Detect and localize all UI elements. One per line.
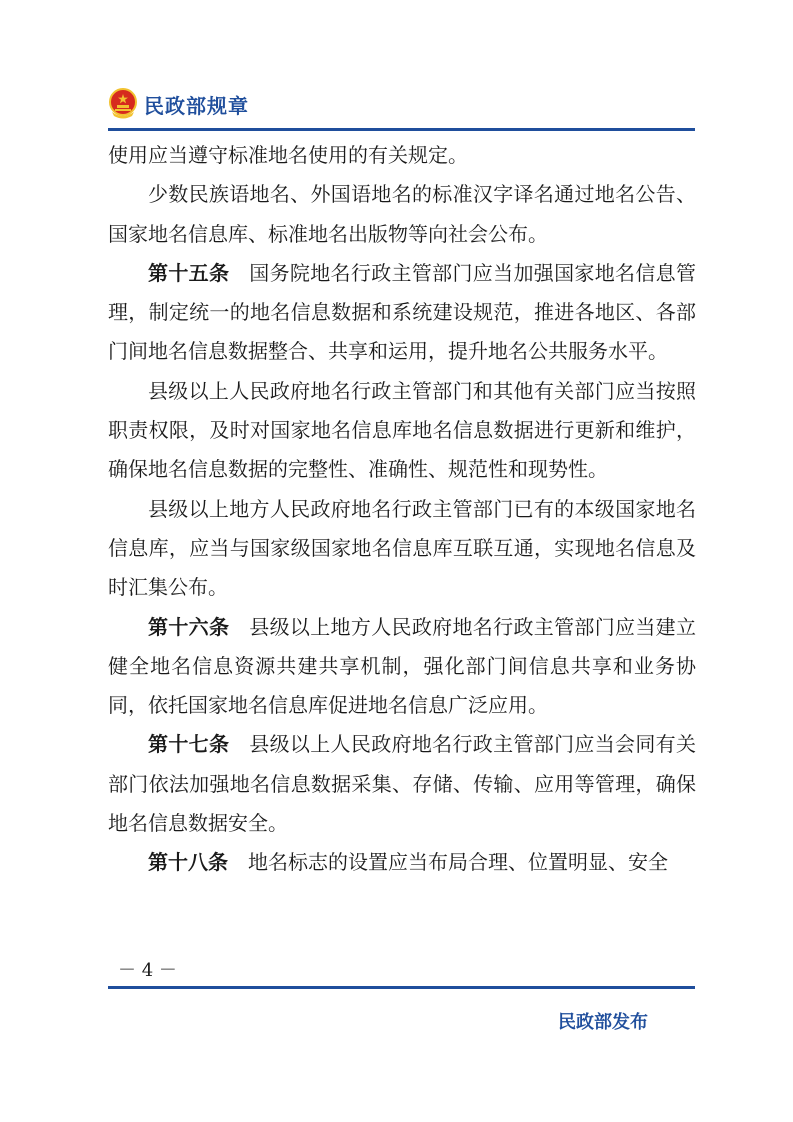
- paragraph-text: 地名标志的设置应当布局合理、位置明显、安全: [248, 850, 668, 875]
- header-title: 民政部规章: [144, 93, 249, 118]
- paragraph-text: 少数民族语地名、外国语地名的标准汉字译名通过地名公告、国家地名信息库、标准地名出版物等向社会公布。: [108, 182, 696, 246]
- article-number: 第十八条: [148, 850, 228, 875]
- article-paragraph: [108, 608, 696, 726]
- paragraph: [108, 136, 696, 175]
- paragraph-text: 县级以上人民政府地名行政主管部门应当会同有关部门依法加强地名信息数据采集、存储、传输、应用等管理，确保地名信息数据安全。: [108, 732, 697, 836]
- document-header: [108, 86, 249, 122]
- paragraph: [108, 175, 696, 254]
- article-paragraph: [108, 843, 696, 882]
- paragraph-text: 县级以上地方人民政府地名行政主管部门已有的本级国家地名信息库，应当与国家级国家地名信息库互联互通，实现地名信息及时汇集公布。: [108, 496, 696, 600]
- article-number: 第十六条: [148, 614, 230, 639]
- paragraph-text: 县级以上人民政府地名行政主管部门和其他有关部门应当按照职责权限，及时对国家地名信息库地名信息数据进行更新和维护，确保地名信息数据的完整性、准确性、规范性和现势性。: [108, 378, 696, 482]
- page-number: － 4 －: [118, 960, 177, 981]
- paragraph-text: 使用应当遵守标准地名使用的有关规定。: [108, 143, 468, 167]
- footer-divider: [108, 986, 695, 989]
- national-emblem-icon: [108, 88, 138, 120]
- footer-publisher: 民政部发布: [558, 1012, 648, 1033]
- article-paragraph: [108, 254, 696, 372]
- paragraph: [108, 372, 696, 490]
- paragraph: [108, 490, 696, 608]
- article-number: 第十五条: [148, 260, 230, 285]
- article-number: 第十七条: [148, 732, 230, 757]
- header-divider: [108, 128, 695, 131]
- paragraph-text: 县级以上地方人民政府地名行政主管部门应当建立健全地名信息资源共建共享机制，强化部门间信息共享和业务协同，依托国家地名信息库促进地名信息广泛应用。: [108, 614, 697, 718]
- document-body: [108, 136, 696, 883]
- paragraph-text: 国务院地名行政主管部门应当加强国家地名信息管理，制定统一的地名信息数据和系统建设规范，推进各地区、各部门间地名信息数据整合、共享和运用，提升地名公共服务水平。: [108, 260, 697, 364]
- article-paragraph: [108, 725, 696, 843]
